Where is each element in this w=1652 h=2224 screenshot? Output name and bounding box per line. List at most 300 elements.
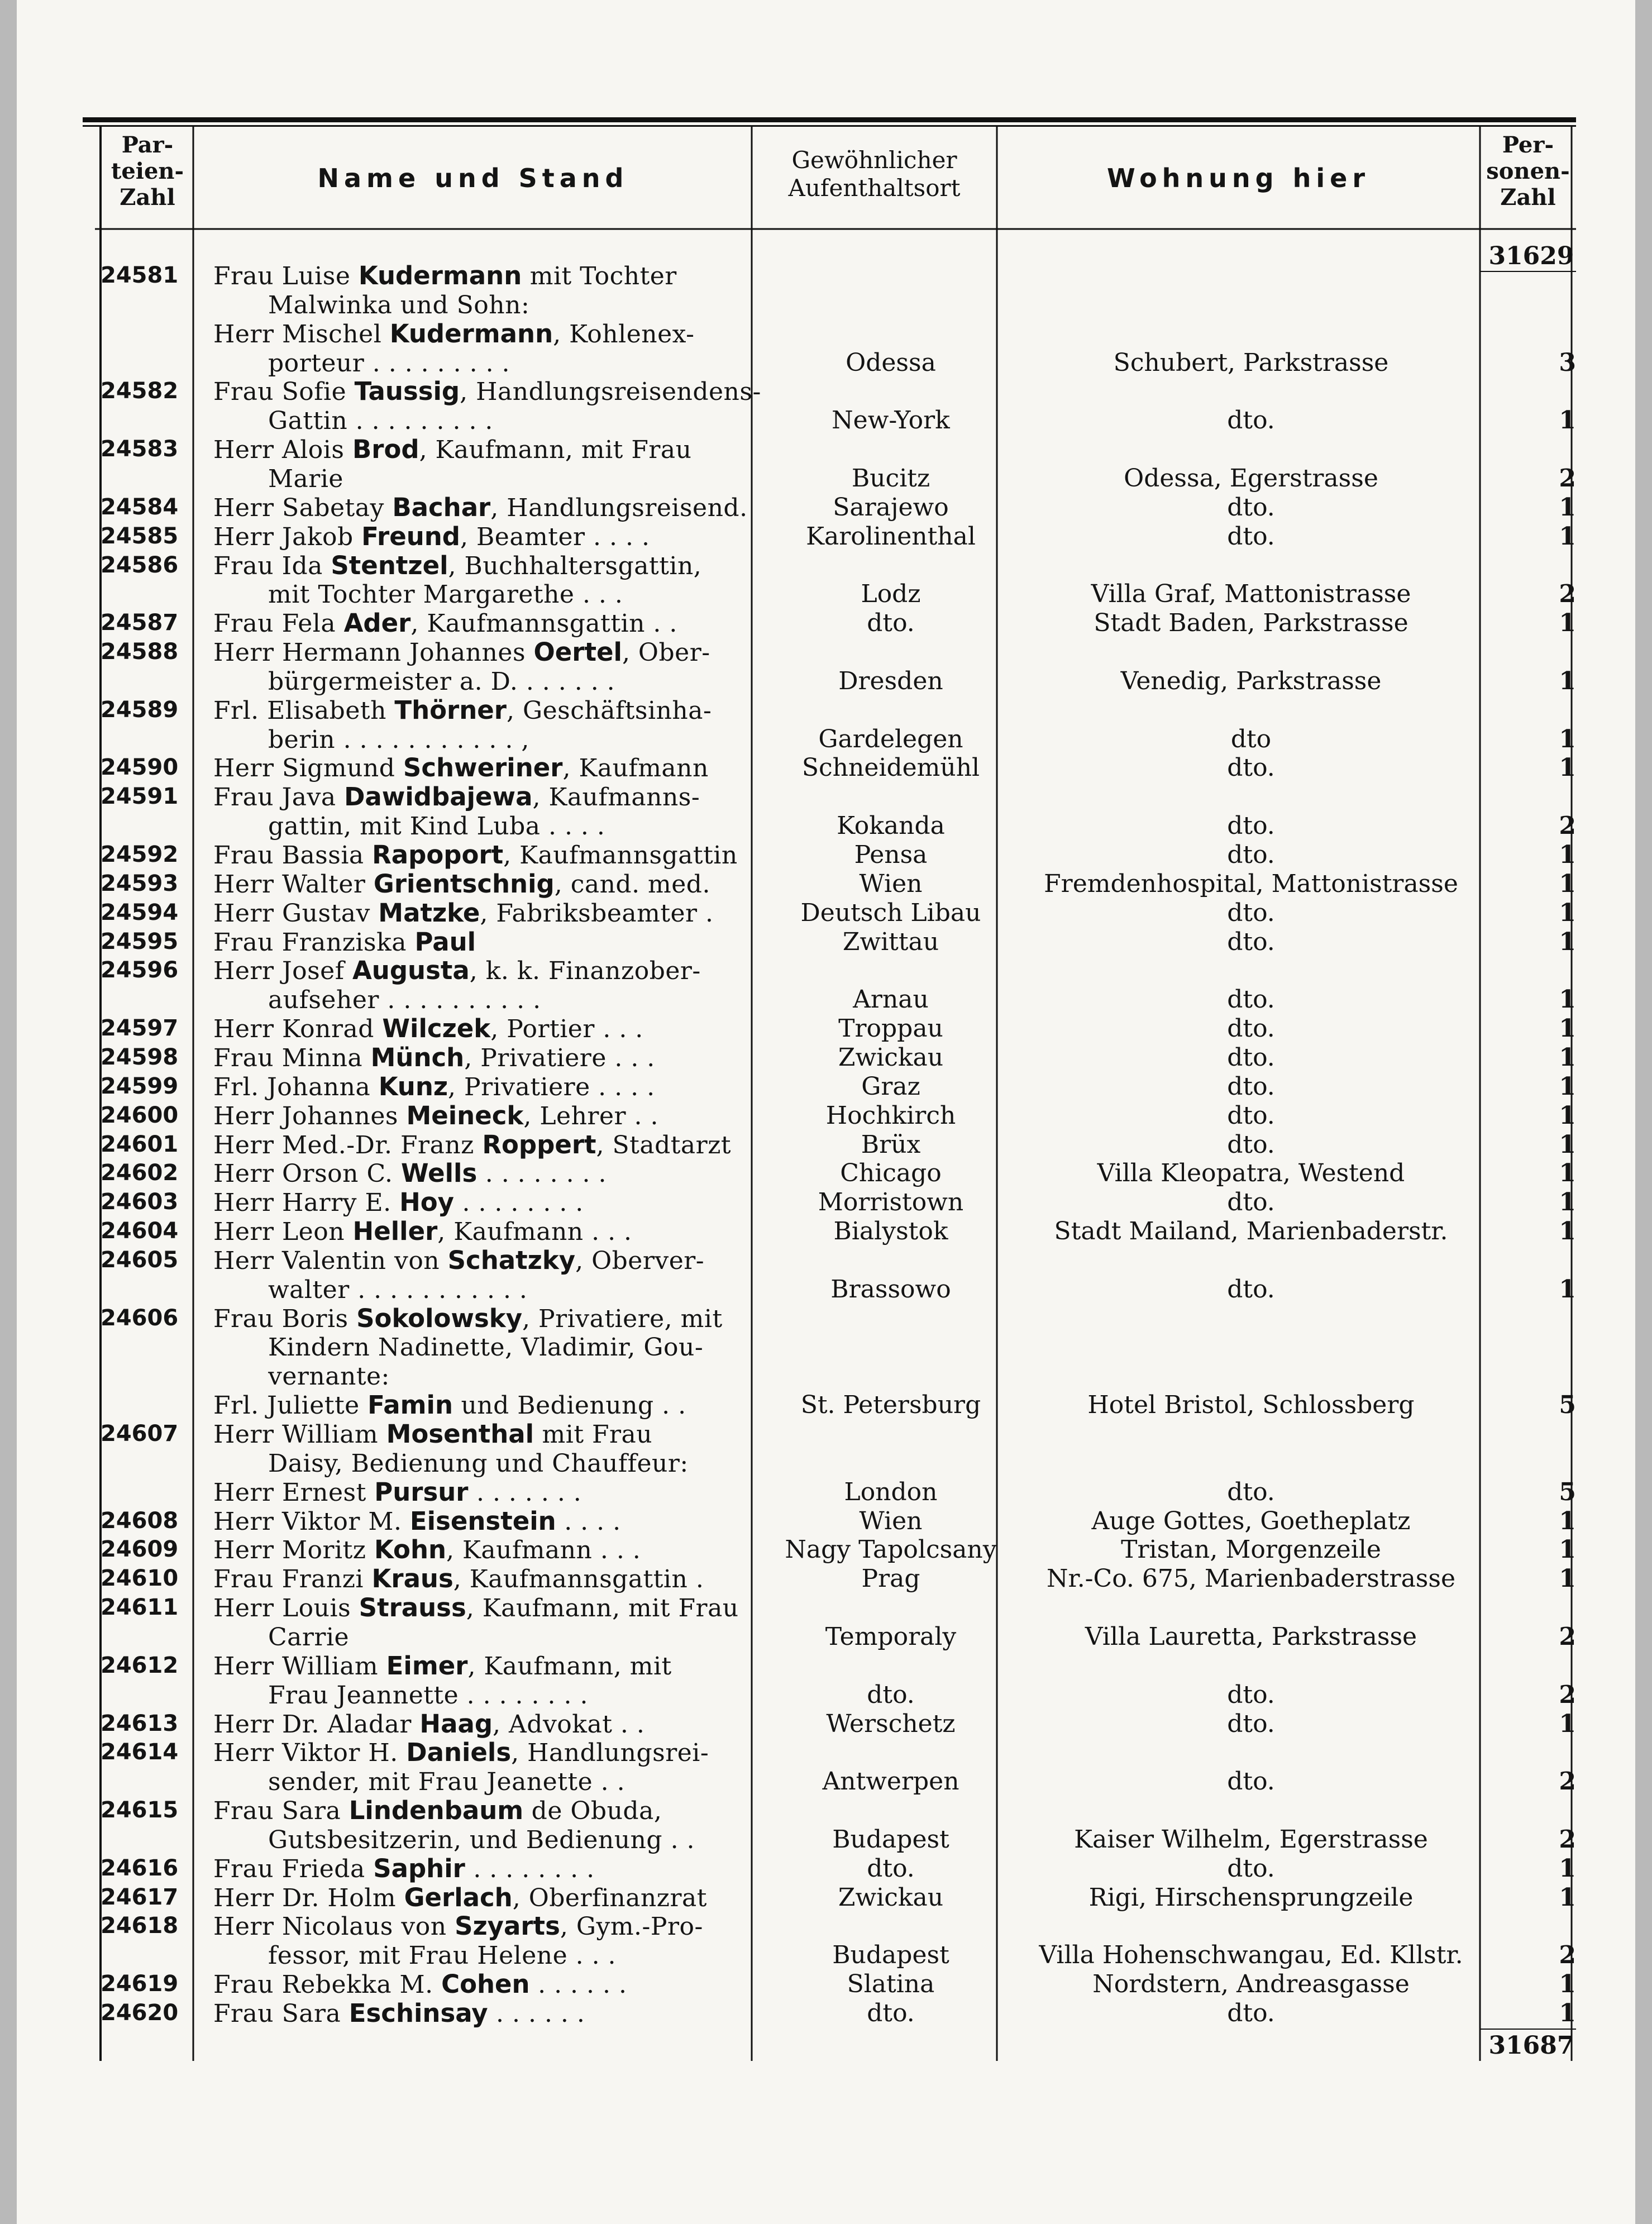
usual-residence: dto. bbox=[867, 1854, 915, 1883]
person-count: 2 bbox=[1559, 1767, 1576, 1796]
local-lodging: dto. bbox=[1227, 493, 1275, 522]
person-count: 1 bbox=[1559, 522, 1576, 551]
usual-residence: Prag bbox=[861, 1564, 920, 1593]
person-count: 2 bbox=[1559, 812, 1576, 841]
surname: Ader bbox=[343, 609, 411, 638]
table-row bbox=[17, 782, 1635, 811]
local-lodging: dto. bbox=[1227, 1275, 1275, 1304]
party-number: 24599 bbox=[101, 1073, 179, 1099]
name-and-status bbox=[268, 1825, 766, 1854]
person-count: 2 bbox=[1559, 464, 1576, 493]
table-row bbox=[17, 1014, 1635, 1043]
local-lodging: dto. bbox=[1227, 985, 1275, 1014]
name-and-status bbox=[213, 782, 766, 812]
table-row bbox=[17, 1970, 1635, 1998]
surname: Grientschnig bbox=[373, 869, 555, 899]
person-count: 1 bbox=[1559, 406, 1576, 435]
name-and-status bbox=[213, 1738, 766, 1767]
party-number: 24594 bbox=[101, 899, 179, 925]
name-prefix: Herr Sabetay bbox=[213, 493, 393, 522]
usual-residence: Bucitz bbox=[851, 464, 930, 493]
name-and-status bbox=[213, 1159, 766, 1188]
table-row bbox=[17, 1564, 1635, 1593]
surname: Wilczek bbox=[382, 1014, 491, 1044]
usual-residence: Arnau bbox=[853, 985, 929, 1014]
name-suffix: , k. k. Finanzober- bbox=[469, 957, 701, 986]
person-count: 1 bbox=[1559, 1854, 1576, 1883]
name-and-status bbox=[268, 985, 766, 1014]
local-lodging: Rigi, Hirschensprungzeile bbox=[1088, 1883, 1414, 1912]
name-suffix: . . . . . . . . bbox=[477, 1159, 607, 1189]
party-number: 24610 bbox=[101, 1566, 179, 1592]
name-prefix: Malwinka und Sohn: bbox=[268, 290, 530, 319]
table-row bbox=[17, 1854, 1635, 1883]
table-row bbox=[17, 1449, 1635, 1477]
name-prefix: Frau Rebekka M. bbox=[213, 1970, 442, 1999]
person-count: 2 bbox=[1559, 1941, 1576, 1970]
usual-residence: Troppau bbox=[838, 1014, 943, 1043]
name-suffix: . . . . . . bbox=[529, 1970, 627, 1999]
local-lodging: Schubert, Parkstrasse bbox=[1113, 348, 1389, 377]
table-row bbox=[17, 1681, 1635, 1709]
table-row bbox=[17, 1710, 1635, 1738]
name-prefix: Herr Med.-Dr. Franz bbox=[213, 1130, 483, 1159]
person-count: 2 bbox=[1559, 580, 1576, 609]
name-and-status bbox=[268, 667, 766, 696]
local-lodging: Hotel Bristol, Schlossberg bbox=[1087, 1391, 1415, 1420]
name-and-status bbox=[268, 1941, 766, 1970]
name-prefix: porteur . . . . . . . . . bbox=[268, 349, 510, 378]
table-row bbox=[17, 985, 1635, 1014]
table-row bbox=[17, 1130, 1635, 1159]
surname: Brod bbox=[352, 435, 419, 465]
person-count: 1 bbox=[1559, 1709, 1576, 1738]
header-name-und-stand: Name und Stand bbox=[317, 163, 629, 193]
person-count: 1 bbox=[1559, 1101, 1576, 1130]
usual-residence: Graz bbox=[861, 1072, 920, 1101]
name-and-status bbox=[213, 609, 766, 638]
local-lodging: Fremdenhospital, Mattonistrasse bbox=[1044, 869, 1458, 898]
local-lodging: Stadt Baden, Parkstrasse bbox=[1094, 609, 1409, 638]
name-suffix: , Gym.-Pro- bbox=[560, 1912, 703, 1941]
name-and-status bbox=[268, 1681, 766, 1710]
usual-residence: Bialystok bbox=[833, 1217, 948, 1246]
name-prefix: Herr Viktor M. bbox=[213, 1507, 410, 1536]
party-number: 24596 bbox=[101, 957, 179, 984]
table-row bbox=[17, 1507, 1635, 1535]
party-number: 24606 bbox=[101, 1305, 179, 1331]
name-and-status bbox=[213, 493, 766, 522]
name-suffix: de Obuda, bbox=[523, 1797, 662, 1826]
surname: Heller bbox=[352, 1217, 438, 1247]
table-row bbox=[17, 406, 1635, 435]
local-lodging: dto. bbox=[1227, 1680, 1275, 1709]
party-number: 24611 bbox=[101, 1595, 179, 1621]
name-prefix: Herr Gustav bbox=[213, 899, 379, 928]
table-row bbox=[17, 1362, 1635, 1390]
party-number: 24608 bbox=[101, 1507, 179, 1534]
person-count: 2 bbox=[1559, 1825, 1576, 1854]
person-count: 1 bbox=[1559, 1506, 1576, 1535]
table-row bbox=[17, 1391, 1635, 1419]
usual-residence: Morristown bbox=[818, 1188, 964, 1217]
party-number: 24587 bbox=[101, 610, 179, 636]
name-prefix: Herr Mischel bbox=[213, 319, 390, 349]
table-row bbox=[17, 1246, 1635, 1275]
table-row bbox=[17, 349, 1635, 377]
usual-residence: Zwittau bbox=[842, 927, 939, 956]
name-prefix: Frau Bassia bbox=[213, 841, 373, 870]
name-prefix: Herr Orson C. bbox=[213, 1159, 402, 1189]
table-row bbox=[17, 1217, 1635, 1245]
name-prefix: Frl. Juliette bbox=[213, 1391, 368, 1420]
usual-residence: Hochkirch bbox=[825, 1101, 956, 1130]
usual-residence: St. Petersburg bbox=[800, 1391, 981, 1420]
surname: Meineck bbox=[406, 1101, 524, 1130]
name-and-status bbox=[268, 1275, 766, 1304]
party-number: 24605 bbox=[101, 1247, 179, 1273]
surname: Rapoport bbox=[372, 841, 504, 870]
name-prefix: Carrie bbox=[268, 1622, 350, 1652]
local-lodging: Stadt Mailand, Marienbaderstr. bbox=[1054, 1217, 1448, 1246]
name-and-status bbox=[268, 1449, 766, 1478]
name-suffix: , Ober- bbox=[622, 638, 710, 667]
name-and-status bbox=[213, 1507, 766, 1536]
name-suffix: , Beamter . . . . bbox=[460, 522, 650, 551]
name-and-status bbox=[213, 956, 766, 985]
name-prefix: bürgermeister a. D. . . . . . . bbox=[268, 667, 615, 696]
name-prefix: Frau Java bbox=[213, 783, 345, 812]
person-count: 1 bbox=[1559, 869, 1576, 898]
name-and-status bbox=[213, 899, 766, 928]
usual-residence: Odessa bbox=[846, 348, 936, 377]
table-row bbox=[17, 261, 1635, 290]
surname: Saphir bbox=[373, 1854, 465, 1883]
local-lodging: dto bbox=[1230, 724, 1272, 753]
name-suffix: , Privatiere, mit bbox=[522, 1304, 723, 1333]
name-prefix: Herr Harry E. bbox=[213, 1189, 400, 1218]
name-prefix: Herr Valentin von bbox=[213, 1246, 448, 1275]
party-number: 24614 bbox=[101, 1739, 179, 1765]
person-count: 1 bbox=[1559, 609, 1576, 638]
table-row bbox=[17, 1304, 1635, 1333]
surname: Augusta bbox=[352, 956, 470, 986]
name-and-status bbox=[213, 1391, 766, 1420]
usual-residence: Nagy Tapolcsany bbox=[785, 1535, 997, 1564]
name-suffix: . . . . bbox=[556, 1507, 621, 1536]
party-number: 24620 bbox=[101, 2000, 179, 2026]
usual-residence: Temporaly bbox=[825, 1622, 957, 1651]
name-and-status bbox=[213, 1593, 766, 1622]
name-and-status bbox=[213, 551, 766, 580]
name-and-status bbox=[213, 1014, 766, 1043]
surname: Paul bbox=[414, 927, 476, 957]
name-prefix: Herr Alois bbox=[213, 436, 352, 465]
person-count: 1 bbox=[1559, 1014, 1576, 1043]
person-count: 3 bbox=[1559, 348, 1576, 377]
name-prefix: Herr Ernest bbox=[213, 1478, 375, 1507]
party-number: 24593 bbox=[101, 870, 179, 896]
name-prefix: Daisy, Bedienung und Chauffeur: bbox=[268, 1449, 689, 1478]
surname: Oertel bbox=[533, 638, 622, 667]
name-suffix: , Kaufmann, mit Frau bbox=[419, 436, 692, 465]
name-suffix: , Fabriksbeamter . bbox=[480, 899, 714, 928]
party-number: 24609 bbox=[101, 1536, 179, 1563]
surname: Freund bbox=[361, 522, 460, 551]
name-and-status bbox=[268, 580, 766, 609]
table-row bbox=[17, 812, 1635, 840]
table-row bbox=[17, 609, 1635, 637]
person-count: 5 bbox=[1559, 1391, 1576, 1420]
party-number: 24604 bbox=[101, 1218, 179, 1244]
name-prefix: Herr William bbox=[213, 1420, 386, 1449]
name-suffix: , Lehrer . . bbox=[523, 1101, 658, 1130]
table-row bbox=[17, 580, 1635, 608]
name-suffix: , cand. med. bbox=[554, 870, 710, 899]
local-lodging: dto. bbox=[1227, 812, 1275, 841]
table-row bbox=[17, 667, 1635, 695]
name-prefix: fessor, mit Frau Helene . . . bbox=[268, 1941, 617, 1970]
name-prefix: Marie bbox=[268, 464, 343, 493]
party-number: 24585 bbox=[101, 523, 179, 549]
usual-residence: Brüx bbox=[861, 1130, 921, 1159]
surname: Sokolowsky bbox=[356, 1304, 523, 1333]
usual-residence: Budapest bbox=[832, 1825, 949, 1854]
name-and-status bbox=[268, 349, 766, 378]
local-lodging: dto. bbox=[1227, 753, 1275, 782]
local-lodging: Nr.-Co. 675, Marienbaderstrasse bbox=[1047, 1564, 1455, 1593]
local-lodging: Auge Gottes, Goetheplatz bbox=[1091, 1506, 1411, 1535]
local-lodging: dto. bbox=[1227, 1999, 1275, 2027]
table-row bbox=[17, 1333, 1635, 1361]
name-suffix: , Privatiere . . . bbox=[464, 1043, 655, 1072]
name-prefix: Herr Nicolaus von bbox=[213, 1912, 455, 1941]
usual-residence: Karolinenthal bbox=[806, 522, 976, 551]
name-suffix: und Bedienung . . bbox=[452, 1391, 686, 1420]
name-prefix: Frau Franzi bbox=[213, 1565, 372, 1594]
surname: Strauss bbox=[359, 1593, 466, 1623]
name-suffix: . . . . . . bbox=[488, 1999, 585, 2028]
surname: Mosenthal bbox=[386, 1420, 534, 1449]
person-count: 1 bbox=[1559, 1159, 1576, 1188]
name-and-status bbox=[268, 1362, 766, 1391]
name-and-status bbox=[213, 1564, 766, 1593]
party-number: 24603 bbox=[101, 1189, 179, 1215]
usual-residence: Dresden bbox=[838, 666, 943, 695]
person-count: 1 bbox=[1559, 1564, 1576, 1593]
local-lodging: Nordstern, Andreasgasse bbox=[1092, 1970, 1410, 1999]
local-lodging: dto. bbox=[1227, 1072, 1275, 1101]
name-suffix: . . . . . . . bbox=[468, 1478, 582, 1507]
local-lodging: dto. bbox=[1227, 1854, 1275, 1883]
surname: Stentzel bbox=[331, 551, 448, 580]
name-and-status bbox=[213, 1246, 766, 1275]
local-lodging: dto. bbox=[1227, 841, 1275, 869]
name-and-status bbox=[213, 435, 766, 464]
name-suffix: , Portier . . . bbox=[490, 1015, 643, 1044]
name-prefix: mit Tochter Margarethe . . . bbox=[268, 580, 623, 609]
table-row bbox=[17, 1767, 1635, 1796]
party-number: 24618 bbox=[101, 1913, 179, 1939]
name-prefix: Herr Dr. Holm bbox=[213, 1883, 404, 1912]
usual-residence: dto. bbox=[867, 1999, 915, 2027]
local-lodging: Villa Kleopatra, Westend bbox=[1097, 1159, 1405, 1188]
name-prefix: Herr Walter bbox=[213, 870, 374, 899]
name-and-status bbox=[213, 1652, 766, 1681]
party-number: 24589 bbox=[101, 696, 179, 723]
name-and-status bbox=[213, 1912, 766, 1941]
local-lodging: dto. bbox=[1227, 1014, 1275, 1043]
name-and-status bbox=[213, 522, 766, 551]
header-aufenthaltsort: Gewöhnlicher Aufenthaltsort bbox=[788, 146, 961, 202]
table-row bbox=[17, 1999, 1635, 2027]
usual-residence: Antwerpen bbox=[822, 1767, 959, 1796]
surname: Eimer bbox=[386, 1651, 468, 1681]
surname: Kunz bbox=[378, 1072, 448, 1101]
name-prefix: Herr Jakob bbox=[213, 522, 362, 551]
usual-residence: Zwickau bbox=[838, 1883, 944, 1912]
table-row bbox=[17, 319, 1635, 348]
party-number: 24595 bbox=[101, 928, 179, 954]
table-row bbox=[17, 377, 1635, 405]
table-row bbox=[17, 435, 1635, 464]
name-prefix: vernante: bbox=[268, 1362, 390, 1391]
name-prefix: walter . . . . . . . . . . . bbox=[268, 1275, 528, 1304]
name-prefix: Frau Fela bbox=[213, 609, 344, 638]
name-and-status bbox=[268, 290, 766, 319]
name-prefix: Gattin . . . . . . . . . bbox=[268, 407, 493, 436]
party-number: 24583 bbox=[101, 436, 179, 462]
name-and-status bbox=[213, 1304, 766, 1333]
name-and-status bbox=[213, 1883, 766, 1912]
usual-residence: Pensa bbox=[854, 841, 928, 869]
name-suffix: , Kaufmann, mit Frau bbox=[466, 1594, 739, 1623]
party-number: 24616 bbox=[101, 1855, 179, 1881]
name-and-status bbox=[213, 1420, 766, 1449]
carry-forward-total: 31629 bbox=[1488, 242, 1574, 270]
name-prefix: Herr Hermann Johannes bbox=[213, 638, 534, 667]
name-and-status bbox=[213, 1072, 766, 1101]
name-prefix: Frau Minna bbox=[213, 1043, 371, 1072]
name-and-status bbox=[213, 638, 766, 667]
table-row bbox=[17, 1043, 1635, 1072]
name-suffix: , Kaufmann, mit bbox=[467, 1652, 672, 1681]
name-prefix: Herr Moritz bbox=[213, 1536, 374, 1565]
name-prefix: Frau Boris bbox=[213, 1304, 357, 1333]
local-lodging: Tristan, Morgenzeile bbox=[1121, 1535, 1381, 1564]
usual-residence: Sarajewo bbox=[833, 493, 949, 522]
party-number: 24581 bbox=[101, 263, 179, 288]
party-number: 24584 bbox=[101, 494, 179, 520]
surname: Thörner bbox=[394, 695, 507, 725]
usual-residence: Wien bbox=[859, 869, 923, 898]
person-count: 1 bbox=[1559, 1188, 1576, 1217]
name-prefix: Herr Sigmund bbox=[213, 754, 403, 783]
person-count: 1 bbox=[1559, 493, 1576, 522]
local-lodging: Kaiser Wilhelm, Egerstrasse bbox=[1074, 1825, 1428, 1854]
person-count: 1 bbox=[1559, 1535, 1576, 1564]
local-lodging: Villa Lauretta, Parkstrasse bbox=[1085, 1622, 1417, 1651]
usual-residence: Wien bbox=[859, 1506, 923, 1535]
name-suffix: , Handlungsrei- bbox=[511, 1739, 709, 1768]
name-suffix: , Kohlenex- bbox=[553, 319, 695, 349]
person-count: 1 bbox=[1559, 985, 1576, 1014]
name-suffix: , Buchhaltersgattin, bbox=[448, 551, 702, 580]
table-row bbox=[17, 725, 1635, 753]
usual-residence: New-York bbox=[832, 406, 950, 435]
person-count: 1 bbox=[1559, 753, 1576, 782]
header-wohnung-hier: Wohnung hier bbox=[1106, 163, 1371, 193]
surname: Kohn bbox=[374, 1535, 447, 1565]
table-row bbox=[17, 1652, 1635, 1680]
local-lodging: dto. bbox=[1227, 1101, 1275, 1130]
name-and-status bbox=[213, 261, 766, 290]
local-lodging: Odessa, Egerstrasse bbox=[1124, 464, 1378, 493]
party-number: 24586 bbox=[101, 552, 179, 578]
local-lodging: dto. bbox=[1227, 1477, 1275, 1506]
party-number: 24592 bbox=[101, 842, 179, 867]
surname: Kudermann bbox=[358, 261, 522, 290]
surname: Famin bbox=[367, 1391, 453, 1420]
name-and-status bbox=[213, 319, 766, 349]
person-count: 1 bbox=[1559, 666, 1576, 695]
party-number: 24582 bbox=[101, 378, 179, 404]
name-suffix: , Stadtarzt bbox=[596, 1130, 732, 1159]
usual-residence: Werschetz bbox=[826, 1709, 956, 1738]
surname: Eschinsay bbox=[348, 1999, 488, 2028]
local-lodging: dto. bbox=[1227, 1188, 1275, 1217]
table-row bbox=[17, 1275, 1635, 1304]
table-row bbox=[17, 956, 1635, 985]
name-suffix: , Privatiere . . . . bbox=[448, 1072, 655, 1101]
name-suffix: . . . . . . . . bbox=[465, 1854, 595, 1883]
surname: Cohen bbox=[441, 1970, 530, 1999]
name-suffix: , Kaufmann bbox=[562, 754, 709, 783]
table-row bbox=[17, 696, 1635, 724]
name-prefix: Herr William bbox=[213, 1652, 386, 1681]
surname: Hoy bbox=[399, 1188, 454, 1218]
table-row bbox=[17, 493, 1635, 522]
name-prefix: gattin, mit Kind Luba . . . . bbox=[268, 812, 605, 841]
name-prefix: Herr Josef bbox=[213, 957, 352, 986]
name-and-status bbox=[268, 1622, 766, 1652]
table-row bbox=[17, 841, 1635, 869]
name-and-status bbox=[268, 464, 766, 493]
table-row bbox=[17, 1478, 1635, 1506]
local-lodging: dto. bbox=[1227, 1767, 1275, 1796]
surname: Matzke bbox=[378, 898, 480, 928]
header-parteien-zahl: Par- teien- Zahl bbox=[111, 132, 184, 211]
name-and-status bbox=[213, 1217, 766, 1246]
name-prefix: Herr Dr. Aladar bbox=[213, 1710, 420, 1739]
usual-residence: London bbox=[844, 1477, 938, 1506]
usual-residence: Zwickau bbox=[838, 1043, 944, 1072]
party-number: 24597 bbox=[101, 1015, 179, 1042]
name-prefix: Herr Louis bbox=[213, 1594, 359, 1623]
name-prefix: Herr Viktor H. bbox=[213, 1739, 407, 1768]
table-row bbox=[17, 1159, 1635, 1187]
surname: Kudermann bbox=[389, 319, 553, 349]
usual-residence: Gardelegen bbox=[818, 724, 963, 753]
name-suffix: . . . . . . . . bbox=[454, 1189, 584, 1218]
table-row bbox=[17, 1072, 1635, 1101]
name-prefix: aufseher . . . . . . . . . . bbox=[268, 986, 541, 1015]
party-number: 24617 bbox=[101, 1884, 179, 1910]
person-count: 1 bbox=[1559, 1275, 1576, 1304]
table-row bbox=[17, 1535, 1635, 1564]
table-row bbox=[17, 1912, 1635, 1940]
party-number: 24615 bbox=[101, 1797, 179, 1824]
